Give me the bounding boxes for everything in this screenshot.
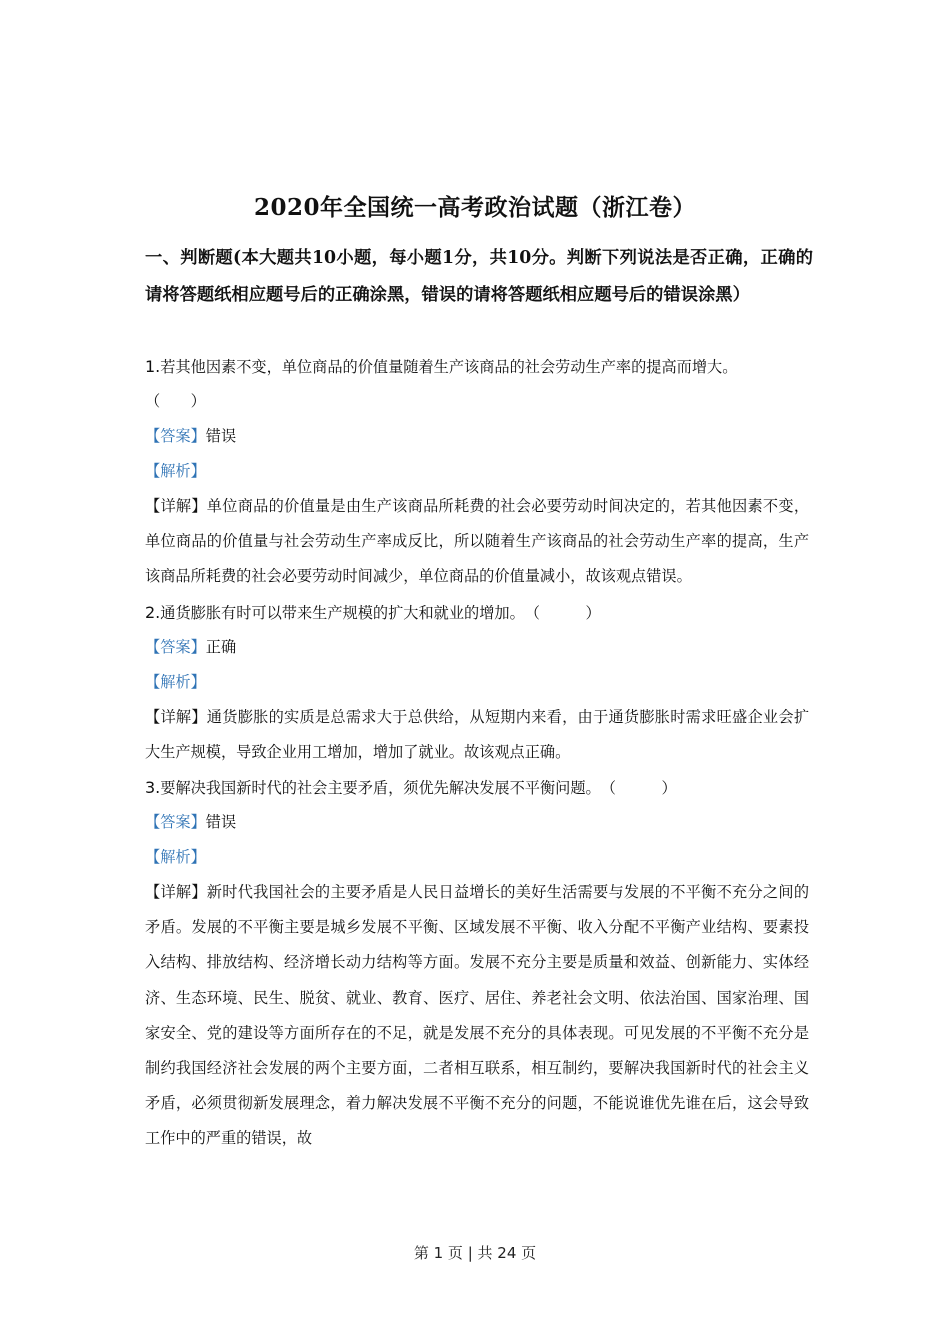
question-text: 要解决我国新时代的社会主要矛盾，须优先解决发展不平衡问题。 [160, 779, 601, 798]
detail-label: 【详解】 [145, 497, 207, 515]
answer-label: 【答案】 [145, 813, 206, 832]
question-3-detail [145, 875, 809, 1157]
answer-label: 【答案】 [145, 427, 206, 445]
analysis-label: 【解析】 [145, 848, 206, 867]
analysis-label: 【解析】 [145, 462, 206, 480]
question-text: 通货膨胀有时可以带来生产规模的扩大和就业的增加。 [160, 603, 525, 622]
question-3 [145, 770, 809, 1157]
question-2-analysis [145, 665, 809, 700]
question-3-stem [145, 770, 809, 805]
question-1-answer [145, 419, 809, 454]
answer-value: 错误 [205, 813, 237, 832]
detail-text: 单位商品的价值量是由生产该商品所耗费的社会必要劳动时间决定的，若其他因素不变，单位商品的价值量与社会劳动生产率成反比，所以随着生产该商品的社会劳动生产率的提高，生产该商品所耗费的社会必要劳动时间减少，单位商品的价值量减小，故该观点错误。 [145, 497, 810, 586]
detail-text: 新时代我国社会的主要矛盾是人民日益增长的美好生活需要与发展的不平衡不充分之间的矛盾。发展的不平衡主要是城乡发展不平衡、区域发展不平衡、收入分配不平衡产业结构、要素投入结构、排放结构、经济增长动力结构等方面。发展不充分主要是质量和效益、创新能力、实体经济、生态环境、民生、脱贫、就业、教育、医疗、居住、养老社会文明、依法治国、国家治理、国家安全、党的建设等方面所存在的不足，就是发展不充分的具体表现。可见发展的不平衡不充分是制约我国经济社会发展的两个主要方面，二者相互联系，相互制约，要解决我国新时代的社会主义矛盾，必须贯彻新发展理念，着力解决发展不平衡不充分的问题，不能说谁优先谁在后，这会导致工作中的严重的错误，故 [145, 883, 810, 1148]
detail-label: 【详解】 [145, 707, 207, 726]
document-content [145, 349, 809, 1157]
answer-blank: （ ） [145, 392, 206, 410]
question-2 [145, 595, 809, 770]
detail-text: 通货膨胀的实质是总需求大于总供给，从短期内来看，由于通货膨胀时需求旺盛企业会扩大生产规模，导致企业用工增加，增加了就业。故该观点正确。 [145, 707, 810, 761]
question-text: 若其他因素不变，单位商品的价值量随着生产该商品的社会劳动生产率的提高而增大。 [160, 358, 738, 376]
question-1-stem [145, 349, 809, 384]
question-number: 3. [145, 778, 161, 798]
section-heading: 一、判断题(本大题共10小题，每小题1分，共10分。判断下列说法是否正确，正确的请将答题纸相应题号后的正确涂黑，错误的请将答题纸相应题号后的错误涂黑） [145, 248, 813, 305]
question-1 [145, 349, 809, 595]
answer-blank: （ ） [600, 779, 677, 798]
question-3-answer [145, 805, 809, 840]
question-1-analysis [145, 454, 809, 489]
page-footer: 第 1 页 | 共 24 页 [413, 1244, 537, 1262]
answer-blank: （ ） [524, 603, 601, 622]
answer-value: 正确 [205, 637, 237, 656]
analysis-label: 【解析】 [145, 672, 206, 691]
answer-value: 错误 [205, 427, 237, 445]
detail-label: 【详解】 [145, 883, 207, 902]
question-2-stem [145, 595, 809, 630]
question-1-detail [145, 489, 809, 595]
document-title: 2020年全国统一高考政治试题（浙江卷） [253, 194, 696, 221]
question-3-analysis [145, 840, 809, 875]
question-2-answer [145, 630, 809, 665]
question-1-blank-line [145, 384, 809, 419]
question-2-detail [145, 700, 809, 770]
question-number: 1. [145, 357, 161, 376]
answer-label: 【答案】 [145, 637, 206, 656]
question-number: 2. [145, 602, 161, 622]
